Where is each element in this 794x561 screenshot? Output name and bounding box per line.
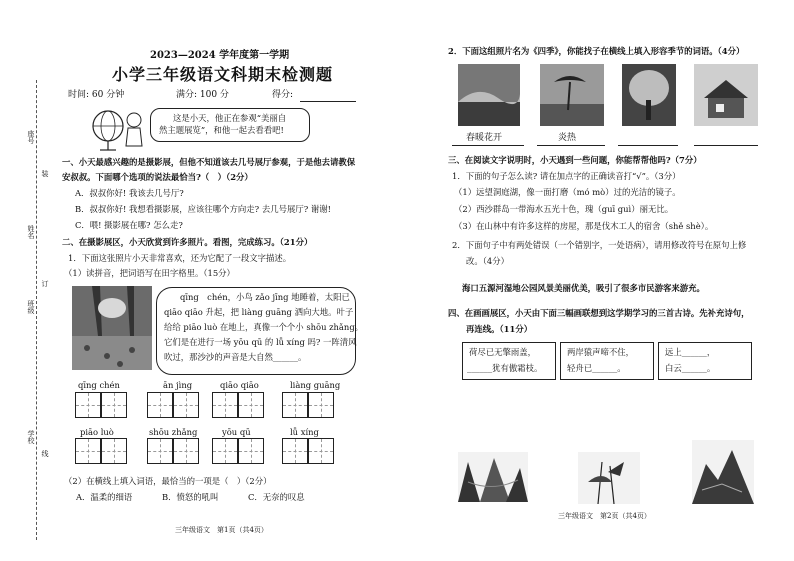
q3-s2: 2．下面句子中有两处错误（一个错别字，一处语病），请用修改符号在原句上修 (452, 240, 747, 250)
q3-s1c[interactable]: （3）在山林中有许多这样的房屋，那是伐木工人的宿舍（shě shè）。 (454, 221, 714, 231)
passage-line-1: qīng chén，小鸟 zǎo jīng 地睡着，太阳已 (180, 292, 350, 302)
spring-photo (458, 64, 520, 126)
q3-s1b[interactable]: （2）西沙群岛一带海水五光十色，瑰（guī guì）丽无比。 (454, 204, 674, 214)
winter-photo (694, 64, 758, 126)
passage-line-3: 给给 piāo luò 在地上，真像一个个小 shōu zhǎng。 (164, 322, 364, 332)
passage-line-4: 它们是在进行一场 yōu qū 的 lǚ xíng 吗? 一阵清风 (164, 337, 357, 347)
pinyin-5: piāo luò (80, 427, 114, 437)
poem-box-1[interactable] (462, 342, 556, 380)
full-score-label: 满分: 100 分 (176, 90, 229, 100)
tianzige-6[interactable] (147, 438, 199, 464)
leaves-photo (72, 286, 152, 370)
pinyin-3: qiāo qiāo (220, 380, 259, 390)
poem1-line1: 荷尽已无擎雨盖， (469, 347, 536, 357)
tianzige-1[interactable] (75, 392, 127, 418)
q2-sub1: 1．下面这张照片小天非常喜欢，还为它配了一段文字描述。 (68, 253, 292, 263)
q1-option-c[interactable]: C．喂! 摄影展在哪? 怎么走? (75, 220, 183, 230)
pinyin-7: yōu qū (222, 427, 251, 437)
tianzige-8[interactable] (282, 438, 334, 464)
score-label: 得分: (272, 90, 294, 100)
season-line-1 (452, 145, 524, 146)
season-line-2 (537, 145, 605, 146)
right-footer: 三年级语文 第2页（共4页） (558, 512, 651, 520)
school-year: 2023—2024 学年度第一学期 (150, 50, 290, 61)
painting-lotus (578, 452, 640, 504)
q1-text-1: 一、小天最感兴趣的是摄影展，但他不知道该去几号展厅参观，于是他去请教保 (62, 157, 356, 167)
q2-2-text: 2．下面这组照片名为《四季》，你能找子在横线上填入形容季节的词语。（4分） (448, 46, 745, 56)
tianzige-4[interactable] (282, 392, 334, 418)
tianzige-2[interactable] (147, 392, 199, 418)
binding-mark-2: 订 (41, 280, 49, 287)
q2-sub2: （2）在横线上填入词语，最恰当的一项是（ ）（2分） (64, 476, 272, 486)
globe-boy-icon (90, 106, 150, 152)
q3-s1a[interactable]: （1）远望洞庭湖，像一面打磨（mó mò）过的光洁的镜子。 (454, 187, 681, 197)
score-line (300, 101, 356, 102)
season-line-3 (618, 145, 678, 146)
intro-line-1: 这是小天，他正在参观“美丽自 (173, 113, 287, 123)
summer-photo (540, 64, 604, 126)
poem2-line2: 轻舟已______。 (567, 363, 626, 373)
season-answer-1[interactable]: 春暖花开 (466, 133, 503, 143)
season-line-4 (694, 145, 758, 146)
intro-bubble (150, 108, 310, 142)
left-footer: 三年级语文 第1页（共4页） (175, 526, 268, 534)
tianzige-3[interactable] (212, 392, 264, 418)
poem1-line2: ______犹有傲霜枝。 (467, 363, 543, 373)
q2-opt-a[interactable]: A．温柔的细语 (76, 492, 133, 502)
q2-text: 二、在摄影展区，小天欣赏到许多照片。看图，完成练习。（21分） (62, 237, 313, 247)
q2-opt-c[interactable]: C．无奈的叹息 (248, 492, 305, 502)
q3-text: 三、在阅读文字说明时，小天遇到一些问题，你能帮帮他吗?（7分） (448, 155, 702, 165)
tianzige-5[interactable] (75, 438, 127, 464)
time-label: 时间: 60 分钟 (68, 90, 125, 100)
q4-text: 四、在画画展区，小天由下面三幅画联想到这学期学习的三首古诗。先补充诗句， (448, 308, 750, 318)
q1-text-2: 安叔叔。下面哪个选项的说法最恰当?（ ）（2分） (62, 172, 253, 182)
exam-title: 小学三年级语文科期末检测题 (112, 65, 334, 84)
binding-mark-1: 装 (41, 170, 49, 177)
q1-option-b[interactable]: B．叔叔你好! 我想看摄影展，应该往哪个方向走? 去几号展厅? 谢谢! (75, 204, 331, 214)
season-answer-2[interactable]: 炎热 (558, 133, 577, 143)
q2-opt-b[interactable]: B．愤怒的吼叫 (162, 492, 219, 502)
intro-line-2: 然主题展览”，和他一起去看看吧! (159, 125, 284, 135)
autumn-photo (622, 64, 676, 126)
binding-mark-3: 线 (41, 450, 49, 457)
binding-school-label: 学校 (27, 430, 35, 444)
passage-line-5: 吹过，那沙沙的声音是大自然______。 (164, 352, 307, 362)
q1-option-a[interactable]: A．叔叔你好! 我该去几号厅? (75, 188, 184, 198)
poem2-line1: 两岸猿声啼不住， (567, 347, 634, 357)
pinyin-8: lǚ xíng (290, 427, 319, 437)
pinyin-6: shōu zhǎng (149, 427, 198, 437)
pinyin-1: qīng chén (78, 380, 120, 390)
painting-monkeys (458, 452, 528, 502)
binding-name-label: 姓名 (27, 225, 35, 239)
painting-mountain (692, 440, 754, 504)
q3-s2b: 改。（4分） (466, 256, 510, 266)
q3-s1: 1．下面的句子怎么读? 请在加点字的正确读音打“√”。（3分） (452, 171, 681, 181)
pinyin-2: ān jìng (163, 380, 193, 390)
tianzige-7[interactable] (212, 438, 264, 464)
poem-box-2[interactable] (560, 342, 654, 380)
binding-id-label: 座号 (27, 130, 35, 144)
q4-text-2: 再连线。（11分） (466, 324, 533, 334)
poem-box-3[interactable] (658, 342, 752, 380)
binding-class-label: 班级 (27, 300, 35, 314)
q2-sub1a: （1）读拼音，把词语写在田字格里。（15分） (64, 268, 235, 278)
pinyin-4: liàng guāng (290, 380, 341, 390)
poem3-line2: 白云______。 (665, 363, 716, 373)
binding-line (36, 80, 37, 540)
poem3-line1: 远上______， (665, 347, 716, 357)
passage-line-2: qiāo qiāo 升起，把 liàng guāng 洒向大地。叶子 (164, 307, 354, 317)
q3-sentence[interactable]: 海口五源河湿地公园风景美丽优美，吸引了很多市民游客来游充。 (462, 283, 705, 293)
